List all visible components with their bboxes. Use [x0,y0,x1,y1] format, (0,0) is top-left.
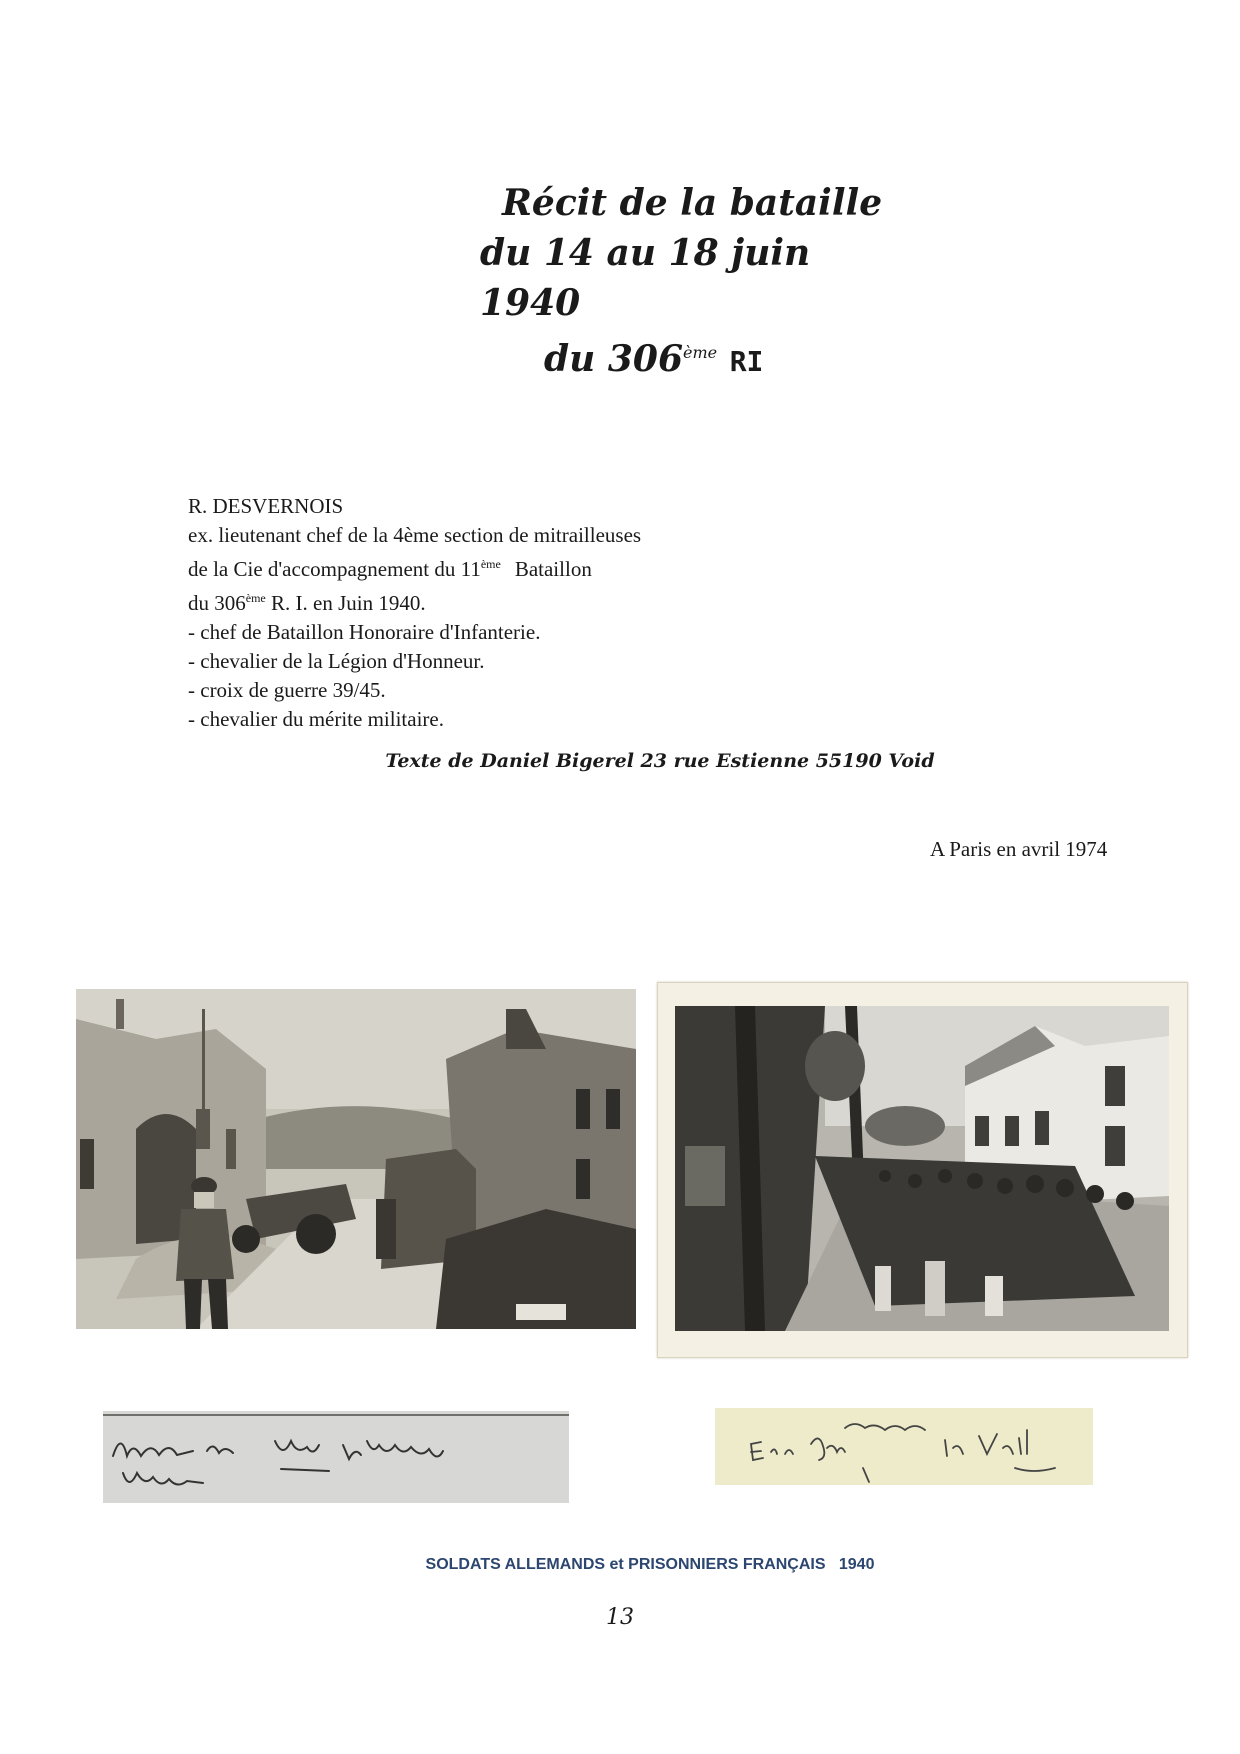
title-line-3 [420,328,900,387]
author-block [188,492,888,734]
author-line-2-prefix: de la Cie d'accompagnement du 11 [188,557,481,581]
author-line-3-prefix: du 306 [188,591,246,615]
place-date: A Paris en avril 1974 [930,837,1108,861]
author-line-3-sup: ème [245,591,266,605]
honor-item: - chevalier de la Légion d'Honneur. [188,649,485,673]
photo-german-soldiers-street [76,989,636,1329]
title-line-3-prefix: du 306 [544,338,684,380]
author-name: R. DESVERNOIS [188,494,344,518]
author-line-3-suffix: R. I. en Juin 1940. [265,591,426,615]
honor-item: - chevalier du mérite militaire. [188,707,444,731]
author-line-1: ex. lieutenant chef de la 4ème section de mitrailleuses [188,523,642,547]
page-number: 13 [606,1605,634,1630]
author-line-2-suffix: Bataillon [514,557,592,581]
author-line-2-sup: ème [480,557,501,571]
author-line-2 [188,550,888,584]
photo-french-prisoners-column [675,1006,1169,1331]
author-line-3 [188,584,888,618]
title-line-3-sup: ème [683,343,718,362]
honor-item: - chef de Bataillon Honoraire d'Infanterie. [188,620,541,644]
photo-caption: SOLDATS ALLEMANDS et PRISONNIERS FRANÇAIS 1940 [425,1556,875,1573]
handwritten-note-1 [103,1411,569,1503]
title-line-3-suffix: RI [729,345,764,378]
honor-item: - croix de guerre 39/45. [188,678,386,702]
title-line-2: du 14 au 18 juin 1940 [480,232,811,324]
page-title [420,178,900,387]
title-line-1: Récit de la bataille [502,182,883,224]
handwritten-note-2 [715,1408,1093,1485]
text-credit: Texte de Daniel Bigerel 23 rue Estienne 55190 Void [385,750,935,772]
